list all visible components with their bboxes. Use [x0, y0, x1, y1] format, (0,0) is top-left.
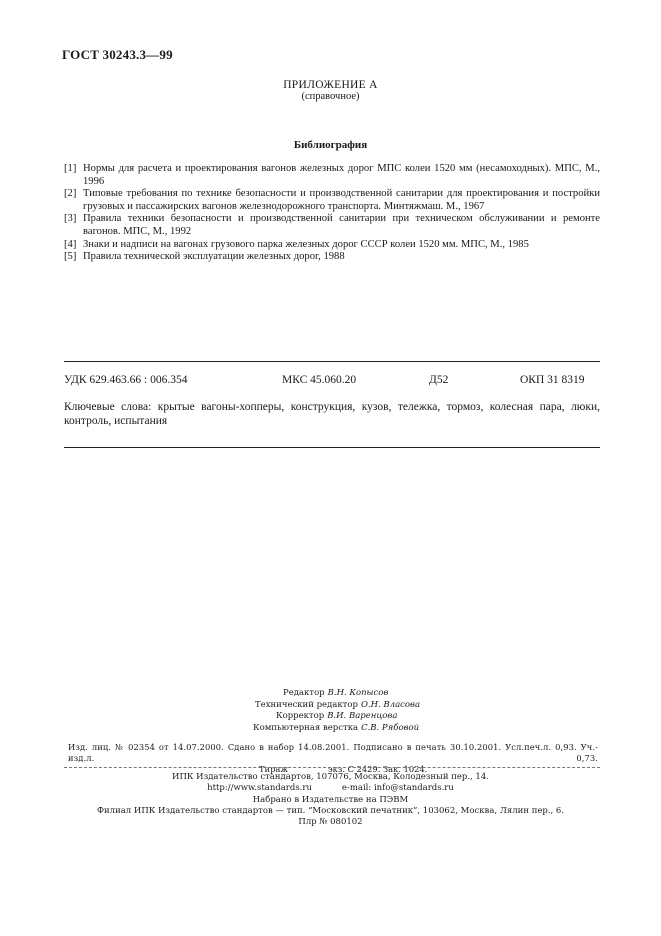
credit-editor: [283, 688, 661, 700]
reference-number: [1]: [64, 163, 77, 174]
reference-text: Знаки и надписи на вагонах грузового парка железных дорог СССР колеи 1520 мм. МПС, М., 1985: [83, 238, 529, 250]
footer-line-3: Набрано в Издательстве на ПЭВМ: [252, 794, 409, 805]
reference-text: Нормы для расчета и проектирования вагонов железных дорог МПС колеи 1520 мм (несамоходных). МПС, М., 1996: [83, 163, 600, 187]
annex-title: ПРИЛОЖЕНИЕ А: [283, 79, 378, 91]
credit-role: Корректор: [276, 711, 325, 721]
credit-tech-editor: [255, 700, 661, 712]
annex-subtitle: (справочное): [301, 91, 360, 102]
footer-line-5: Плр № 080102: [298, 817, 363, 828]
bibliography-heading: Библиография: [293, 139, 368, 151]
footer-divider: [64, 767, 600, 768]
credit-layout: [253, 723, 661, 735]
bibliography-item: [64, 213, 600, 238]
d52-code: Д52: [429, 374, 449, 386]
bibliography-list: [64, 163, 600, 264]
udk-code: УДК 629.463.66 : 006.354: [64, 374, 188, 386]
imprint-line-1: Изд. лиц. № 02354 от 14.07.2000. Сдано в набор 14.08.2001. Подписано в печать 30.10.2001. Усл.печ.л. 0,93. Уч.-изд.л. 0,73.: [68, 742, 598, 763]
reference-text: Типовые требования по технике безопасности и производственной санитарии для проектирования и постройки грузовых и пассажирских вагонов железнодорожного транспорта. Минтяжмаш. М., 1967: [83, 188, 600, 212]
bibliography-item: [64, 251, 600, 264]
bibliography-item: [64, 163, 600, 188]
credit-name: С.В. Рябовой: [361, 722, 420, 733]
publisher-footer: [0, 772, 661, 828]
imprint-print-run: Тираж: [259, 764, 288, 774]
document-code: ГОСТ 30243.3—99: [62, 47, 173, 62]
divider-bottom: [64, 447, 600, 448]
reference-number: [3]: [64, 213, 77, 225]
credit-name: О.Н. Власова: [360, 699, 421, 710]
reference-number: [5]: [64, 251, 77, 263]
bibliography-item: [64, 188, 600, 213]
okp-code: ОКП 31 8319: [520, 374, 585, 386]
reference-text: Правила техники безопасности и производственной санитарии при техническом обслуживании и ремонте вагонов. МПС, М., 1992: [83, 213, 600, 237]
credit-name: В.И. Варенцова: [327, 711, 398, 721]
bibliography-item: [64, 239, 600, 252]
credits-block: [0, 688, 661, 734]
imprint-order: экз. С 2429. Зак. 1024.: [327, 764, 428, 774]
reference-text: Правила технической эксплуатации железных дорог, 1988: [83, 251, 345, 263]
reference-number: [2]: [64, 188, 77, 200]
mks-code: МКС 45.060.20: [282, 374, 357, 386]
credit-name: В.Н. Копысов: [327, 688, 389, 698]
footer-line-2: [0, 783, 661, 794]
credit-role: Редактор: [283, 688, 325, 698]
reference-number: [4]: [64, 238, 77, 250]
footer-line-4: Филиал ИПК Издательство стандартов — тип. “Московский печатник”, 103062, Москва, Лялин пер., 6.: [96, 805, 565, 816]
credit-role: Технический редактор: [255, 699, 358, 710]
keywords: Ключевые слова: крытые вагоны-хопперы, конструкция, кузов, тележка, тормоз, колесная пара, люки, контроль, испытания: [64, 401, 600, 427]
footer-email: e-mail: info@standards.ru: [341, 783, 454, 794]
footer-line-1: ИПК Издательство стандартов, 107076, Москва, Колодезный пер., 14.: [172, 772, 489, 782]
footer-website: http://www.standards.ru: [207, 783, 312, 794]
credit-role: Компьютерная верстка: [253, 722, 359, 733]
imprint-block: [68, 742, 598, 775]
credit-corrector: [276, 711, 661, 723]
divider-top: [64, 361, 600, 362]
